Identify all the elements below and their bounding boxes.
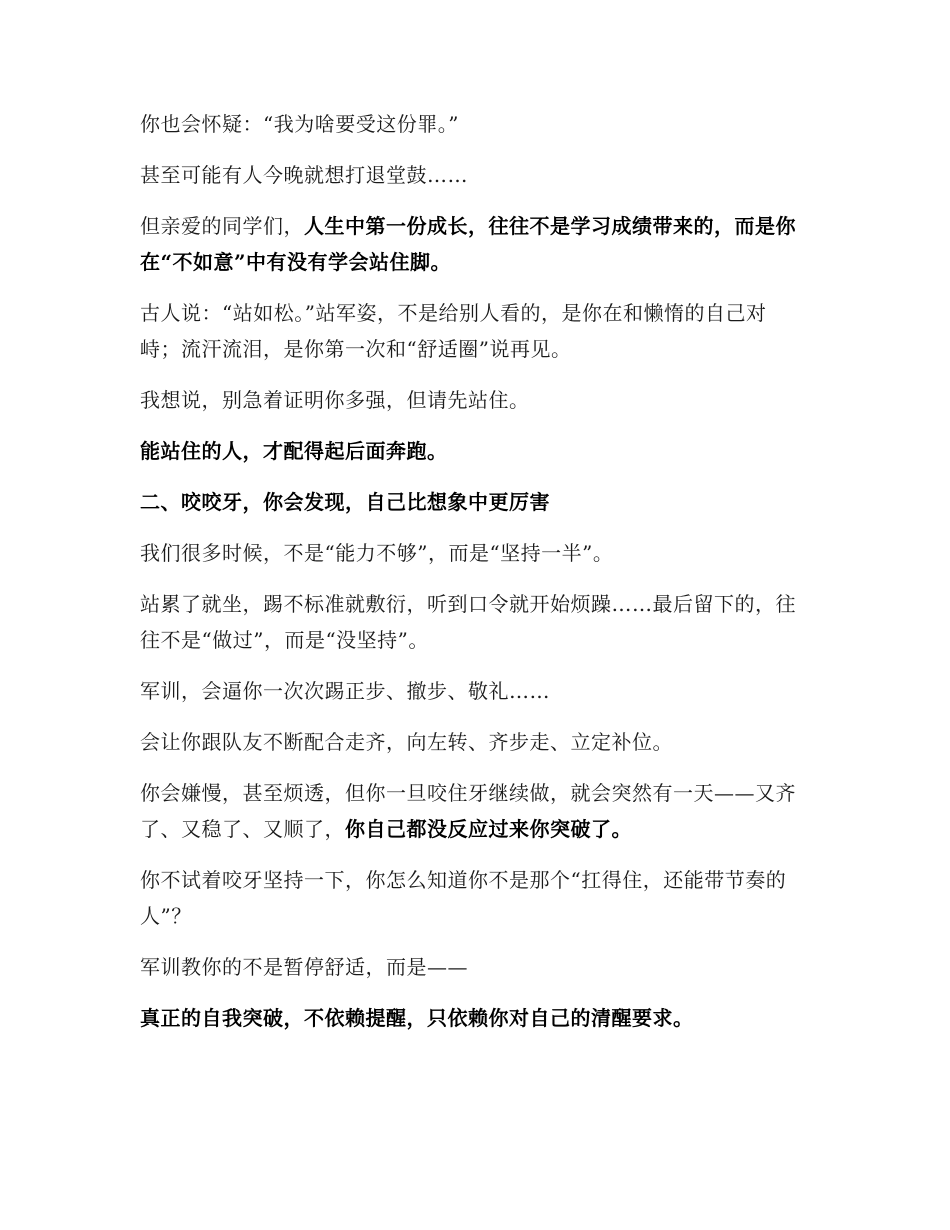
paragraph-13 bbox=[140, 862, 800, 934]
paragraph-8 bbox=[140, 535, 800, 571]
text-segment: 我们很多时候，不是“能力不够”，而是“坚持一半”。 bbox=[140, 541, 614, 565]
text-segment: 军训教你的不是暂停舒适，而是—— bbox=[140, 955, 468, 979]
paragraph-10 bbox=[140, 673, 800, 709]
paragraph-5 bbox=[140, 382, 800, 418]
paragraph-12 bbox=[140, 775, 800, 847]
paragraph-14 bbox=[140, 949, 800, 985]
text-segment: 军训，会逼你一次次踢正步、撤步、敬礼…… bbox=[140, 679, 550, 703]
text-segment: 甚至可能有人今晚就想打退堂鼓…… bbox=[140, 163, 468, 187]
text-segment: 你也会怀疑：“我为啥要受这份罪。” bbox=[140, 112, 459, 136]
document-body bbox=[140, 106, 800, 1051]
text-segment: 会让你跟队友不断配合走齐，向左转、齐步走、立定补位。 bbox=[140, 730, 673, 754]
section-heading bbox=[140, 484, 800, 520]
paragraph-11 bbox=[140, 724, 800, 760]
text-segment: 你不试着咬牙坚持一下，你怎么知道你不是那个“扛得住，还能带节奏的人”？ bbox=[140, 868, 787, 928]
paragraph-2 bbox=[140, 157, 800, 193]
paragraph-9 bbox=[140, 586, 800, 658]
text-segment: 站累了就坐，踢不标准就敷衍，听到口令就开始烦躁……最后留下的，往往不是“做过”，而是“没坚持”。 bbox=[140, 592, 796, 652]
paragraph-4 bbox=[140, 295, 800, 367]
text-segment: 但亲爱的同学们， bbox=[140, 214, 304, 238]
bold-text-segment: 你自己都没反应过来你突破了。 bbox=[345, 817, 632, 841]
text-segment: 古人说：“站如松。”站军姿，不是给别人看的，是你在和懒惰的自己对峙；流汗流泪，是你第一次和“舒适圈”说再见。 bbox=[140, 301, 767, 361]
paragraph-1 bbox=[140, 106, 800, 142]
bold-text-segment: 能站住的人，才配得起后面奔跑。 bbox=[140, 439, 448, 463]
paragraph-6 bbox=[140, 433, 800, 469]
bold-text-segment: 人生中第一份成长，往往不是学习成绩带来的，而是你在“不如意”中有没有学会站住脚。 bbox=[140, 214, 796, 274]
text-segment: 你会嫌慢，甚至烦透，但你一旦咬住牙继续做，就会突然有一天——又齐了、又稳了、又顺了， bbox=[140, 781, 796, 841]
bold-text-segment: 真正的自我突破，不依赖提醒，只依赖你对自己的清醒要求。 bbox=[140, 1006, 694, 1030]
paragraph-3 bbox=[140, 208, 800, 280]
text-segment: 我想说，别急着证明你多强，但请先站住。 bbox=[140, 388, 530, 412]
section-heading-text: 二、咬咬牙，你会发现，自己比想象中更厉害 bbox=[140, 490, 550, 514]
paragraph-15 bbox=[140, 1000, 800, 1036]
